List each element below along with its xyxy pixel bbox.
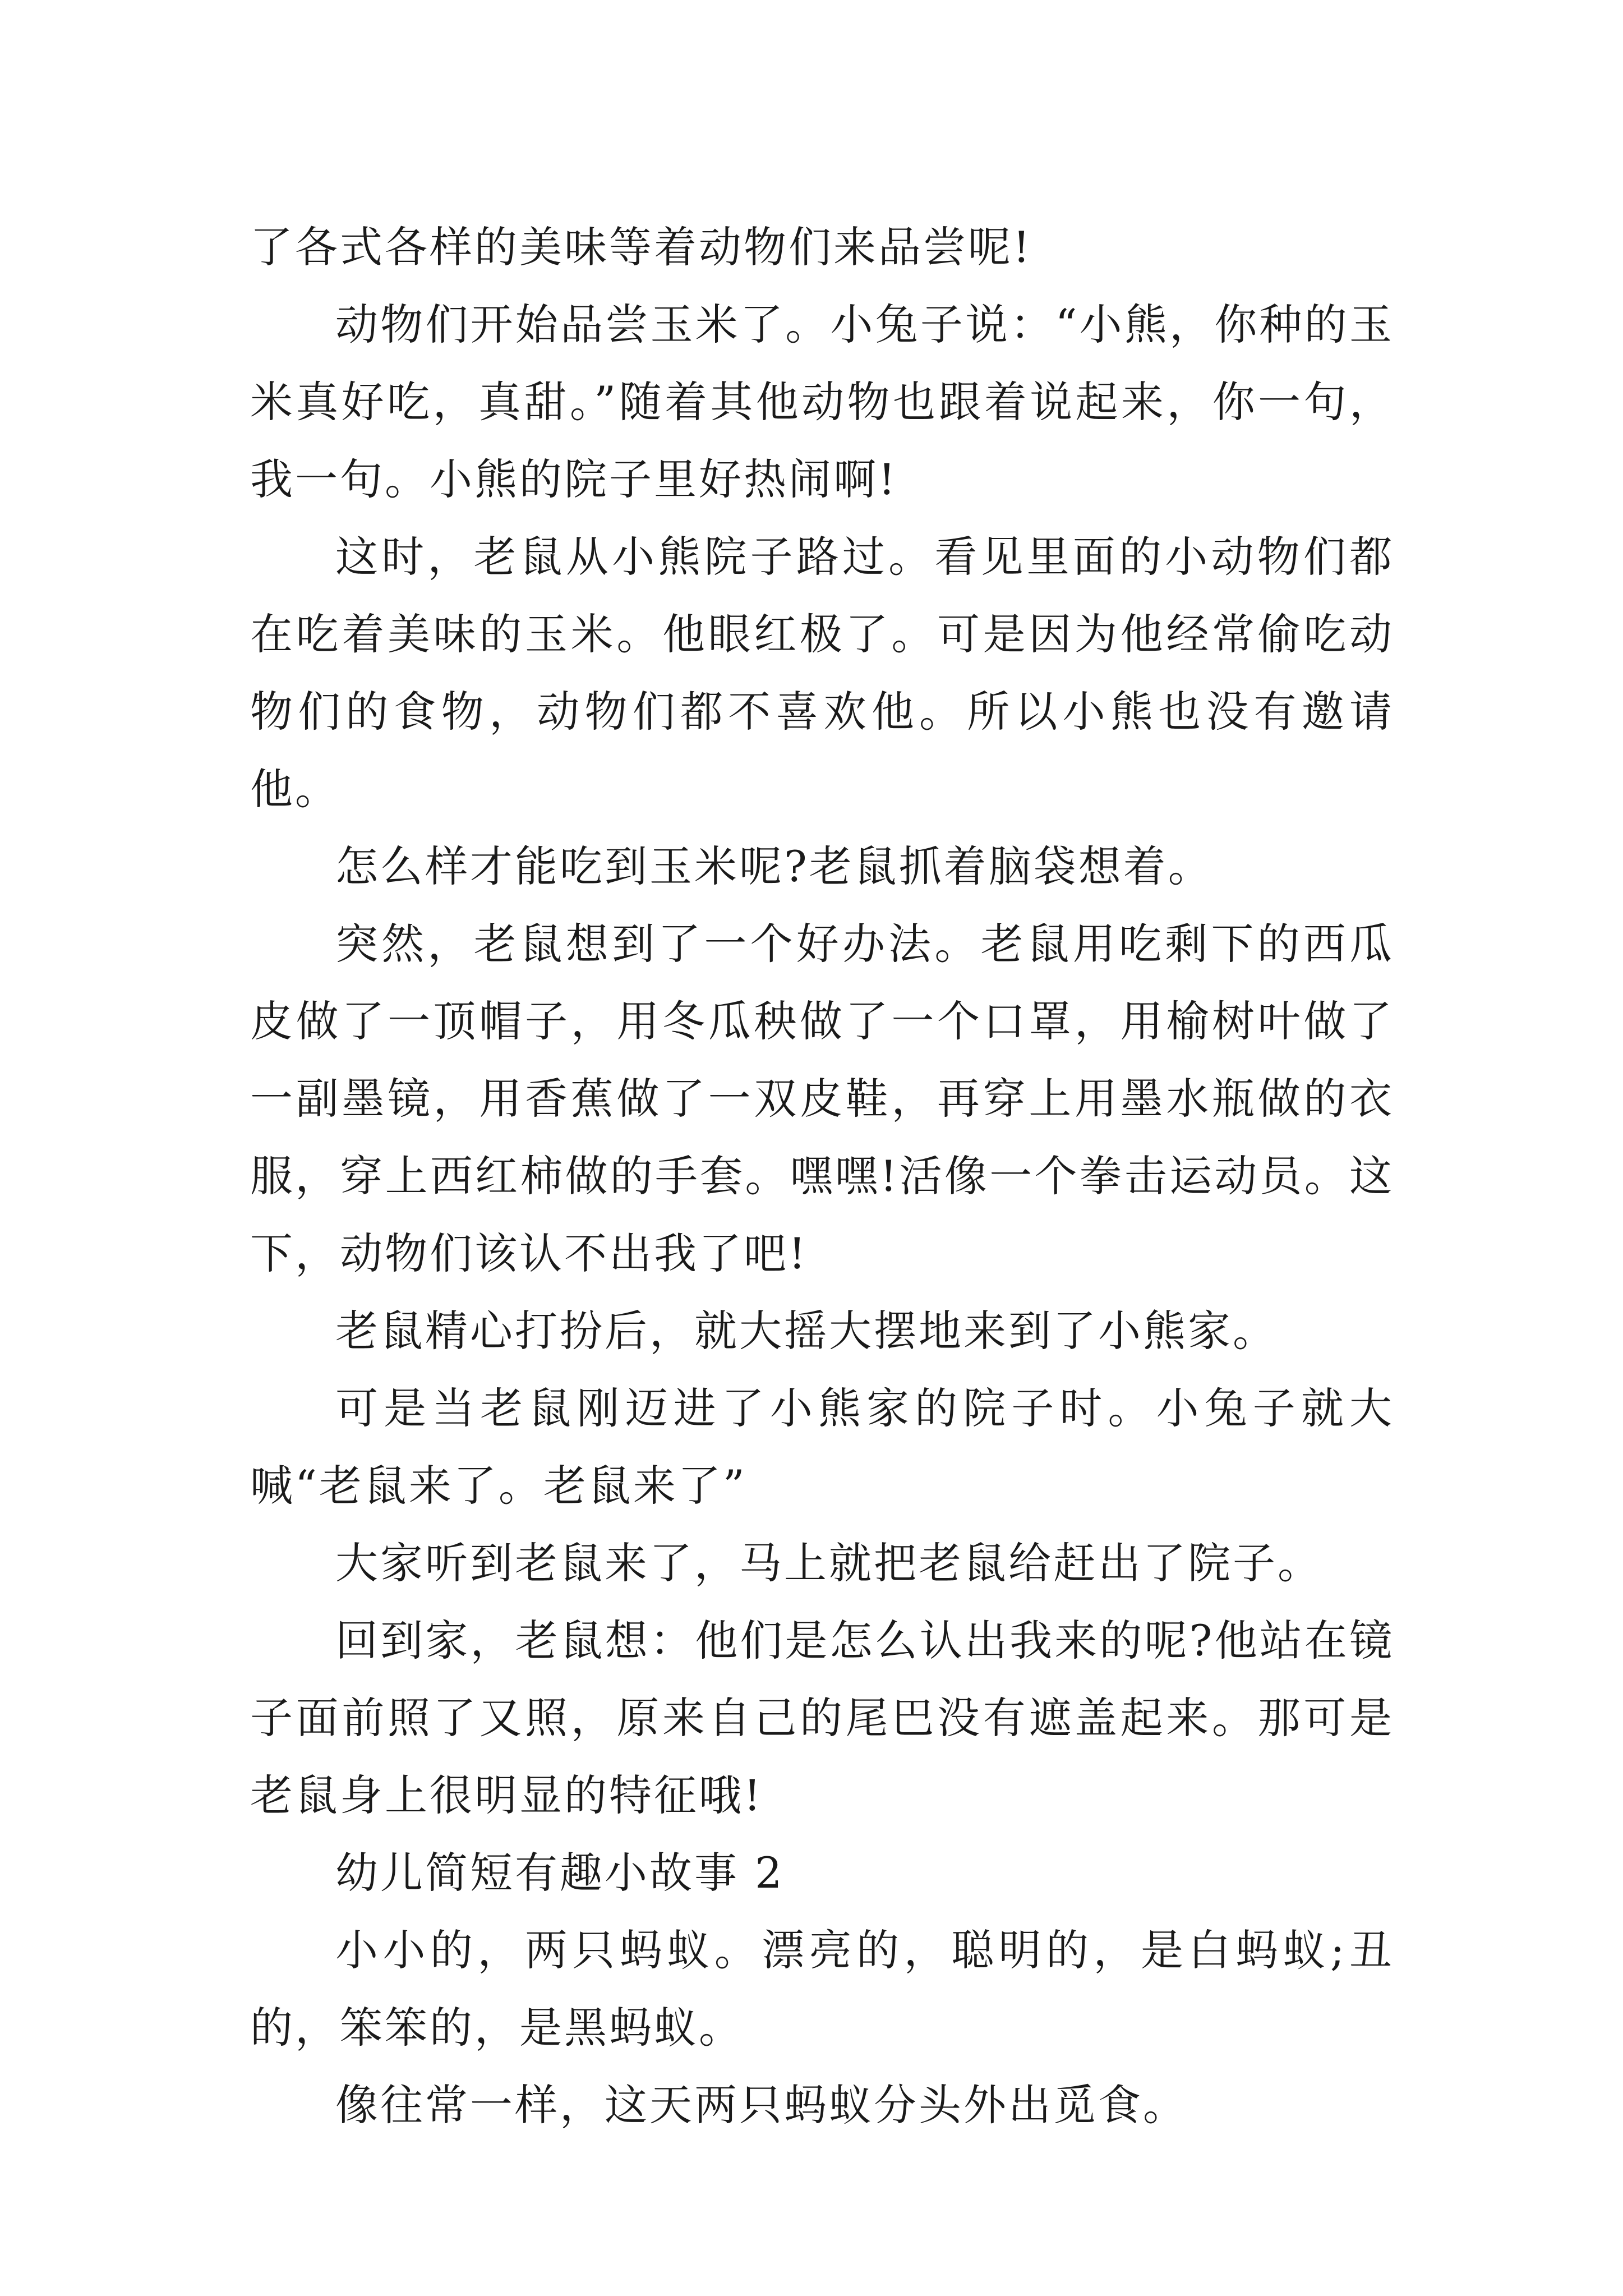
paragraph: 怎么样才能吃到玉米呢?老鼠抓着脑袋想着。 <box>335 841 1213 891</box>
document-body <box>250 209 1394 2144</box>
paragraph: 老鼠精心打扮后，就大摇大摆地来到了小熊家。 <box>335 1306 1278 1356</box>
paragraph: 像往常一样，这天两只蚂蚁分头外出觅食。 <box>335 2080 1188 2130</box>
paragraph: 大家听到老鼠来了，马上就把老鼠给赶出了院子。 <box>335 1538 1322 1588</box>
paragraph: 动物们开始品尝玉米了。小兔子说：“小熊，你种的玉米真好吃，真甜。”随着其他动物也跟着说起来，你一句，我一句。小熊的院子里好热闹啊! <box>250 300 1394 504</box>
paragraph: 可是当老鼠刚迈进了小熊家的院子时。小兔子就大喊“老鼠来了。老鼠来了” <box>250 1383 1394 1511</box>
paragraph: 突然，老鼠想到了一个好办法。老鼠用吃剩下的西瓜皮做了一顶帽子，用冬瓜秧做了一个口罩，用榆树叶做了一副墨镜，用香蕉做了一双皮鞋，再穿上用墨水瓶做的衣服，穿上西红柿做的手套。嘿嘿!活像一个拳击运动员。这下，动物们该认不出我了吧! <box>250 919 1394 1278</box>
paragraph: 小小的，两只蚂蚁。漂亮的，聪明的，是白蚂蚁;丑的，笨笨的，是黑蚂蚁。 <box>250 1925 1394 2053</box>
story-heading: 幼儿简短有趣小故事 2 <box>335 1848 785 1898</box>
paragraph: 回到家，老鼠想：他们是怎么认出我来的呢?他站在镜子面前照了又照，原来自己的尾巴没有遮盖起来。那可是老鼠身上很明显的特征哦! <box>250 1616 1394 1820</box>
paragraph: 这时，老鼠从小熊院子路过。看见里面的小动物们都在吃着美味的玉米。他眼红极了。可是因为他经常偷吃动物们的食物，动物们都不喜欢他。所以小熊也没有邀请他。 <box>250 532 1394 814</box>
paragraph: 了各式各样的美味等着动物们来品尝呢! <box>250 222 1032 272</box>
